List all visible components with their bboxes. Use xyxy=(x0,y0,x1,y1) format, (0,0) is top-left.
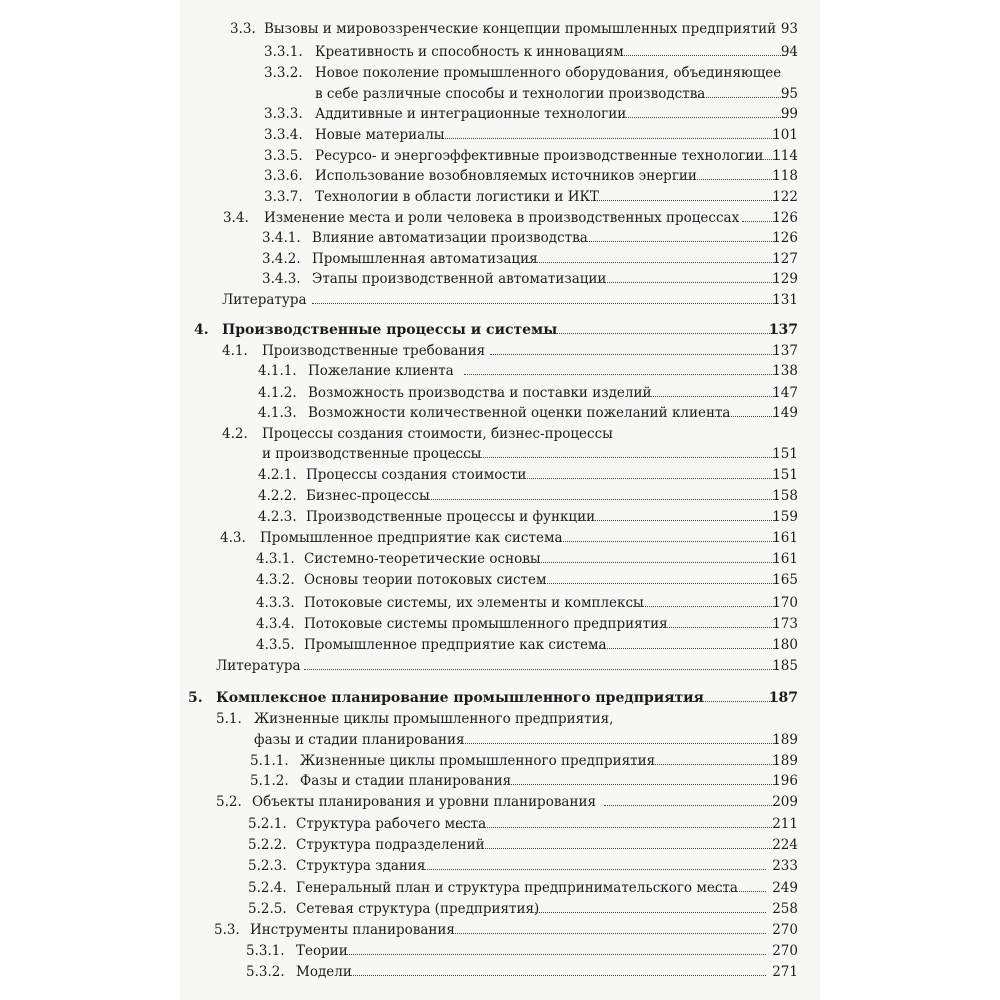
entry-page: 126 xyxy=(772,210,798,226)
entry-title: Промышленная автоматизация xyxy=(312,251,538,267)
toc-entry xyxy=(0,19,1000,43)
dot-leader xyxy=(642,396,778,397)
entry-number: 3.4.2. xyxy=(262,251,301,267)
entry-title: Бизнес-процессы xyxy=(306,488,430,504)
entry-number: 5.2. xyxy=(216,794,242,810)
entry-title: Теории xyxy=(296,943,348,959)
entry-number: 4.3.3. xyxy=(256,595,295,611)
entry-number: 3.3. xyxy=(230,21,256,37)
entry-number: 5.3. xyxy=(214,922,240,938)
dot-leader xyxy=(530,912,766,913)
entry-number: 4.3.2. xyxy=(256,572,295,588)
entry-number: 3.4.1. xyxy=(262,230,301,246)
entry-title: Потоковые системы, их элементы и комплексы xyxy=(304,595,644,611)
entry-title: Основы теории потоковых систем xyxy=(304,572,547,588)
entry-title: Производственные процессы и системы xyxy=(222,322,558,338)
entry-number: 3.4.3. xyxy=(262,271,301,287)
entry-number: 5.2.4. xyxy=(248,880,287,896)
toc-entry xyxy=(0,290,1000,314)
dot-leader xyxy=(628,764,778,765)
entry-page: 126 xyxy=(772,230,798,246)
dot-leader xyxy=(534,333,778,334)
entry-number: 5.1.1. xyxy=(250,753,289,769)
entry-number: 4.3.5. xyxy=(256,637,295,653)
entry-page: 189 xyxy=(772,753,798,769)
entry-page: 158 xyxy=(772,488,798,504)
entry-number: 5.2.3. xyxy=(248,858,287,874)
entry-number: 5.2.5. xyxy=(248,901,287,917)
entry-title: Литература xyxy=(216,658,301,674)
entry-title-continuation: в себе различные способы и технологии производства xyxy=(315,86,706,102)
entry-page: 114 xyxy=(772,148,798,164)
dot-leader xyxy=(575,241,778,242)
entry-number: 3.3.5. xyxy=(264,148,303,164)
entry-number: 4.1. xyxy=(222,343,248,359)
entry-title: Возможность производства и поставки изделий xyxy=(308,385,652,401)
entry-title: Изменение места и роли человека в производственных процессах xyxy=(264,210,740,226)
entry-title: Структура подразделений xyxy=(296,837,485,853)
entry-page: 95 xyxy=(780,86,798,102)
entry-number: 4.1.3. xyxy=(258,405,297,421)
dot-leader xyxy=(586,200,778,201)
entry-number: 4.3. xyxy=(220,530,246,546)
entry-title: Фазы и стадии планирования xyxy=(300,773,512,789)
entry-title: Производственные требования xyxy=(262,343,486,359)
entry-number: 4. xyxy=(194,322,209,338)
entry-title: Системно-теоретические основы xyxy=(304,551,541,567)
entry-page: 189 xyxy=(772,732,798,748)
entry-page: 137 xyxy=(768,322,798,338)
entry-page: 129 xyxy=(772,271,798,287)
entry-number: 3.3.1. xyxy=(264,44,303,60)
entry-page: 101 xyxy=(772,127,798,143)
entry-title: Вызовы и мировоззренческие концепции промышленных предприятий xyxy=(264,21,777,37)
entry-title: Новое поколение промышленного оборудования, объединяющее xyxy=(315,65,782,81)
entry-page: 118 xyxy=(772,168,798,184)
toc-entry xyxy=(0,570,1000,594)
dot-leader xyxy=(424,869,766,870)
entry-page: 249 xyxy=(772,880,798,896)
dot-leader xyxy=(424,499,778,500)
dot-leader xyxy=(652,627,778,628)
entry-title: Промышленное предприятие как система xyxy=(304,637,607,653)
entry-title-continuation: фазы и стадии планирования xyxy=(254,732,465,748)
dot-leader xyxy=(478,848,778,849)
dot-leader xyxy=(452,933,766,934)
entry-page: 187 xyxy=(768,690,798,706)
toc-entry xyxy=(0,856,1000,880)
dot-leader xyxy=(350,975,766,976)
dot-leader xyxy=(628,606,778,607)
entry-page: 185 xyxy=(772,658,798,674)
entry-page: 122 xyxy=(772,189,798,205)
entry-page: 149 xyxy=(772,405,798,421)
entry-page: 233 xyxy=(772,858,798,874)
entry-title: Новые материалы xyxy=(315,127,445,143)
entry-number: 5.3.1. xyxy=(246,943,285,959)
entry-page: 270 xyxy=(772,943,798,959)
entry-number: 5.2.2. xyxy=(248,837,287,853)
entry-page: 196 xyxy=(772,773,798,789)
entry-title: Пожелание клиента xyxy=(308,363,454,379)
entry-page: 93 xyxy=(780,21,798,37)
entry-page: 180 xyxy=(772,637,798,653)
entry-title: Возможности количественной оценки пожеланий клиента xyxy=(308,405,731,421)
entry-page: 258 xyxy=(772,901,798,917)
entry-number: 5.1.2. xyxy=(250,773,289,789)
dot-leader xyxy=(460,743,778,744)
entry-title: Модели xyxy=(296,964,352,980)
entry-page: 138 xyxy=(772,363,798,379)
dot-leader xyxy=(540,583,778,584)
dot-leader xyxy=(456,827,778,828)
entry-number: 4.2.2. xyxy=(258,488,297,504)
dot-leader xyxy=(614,117,787,118)
dot-leader xyxy=(710,416,778,417)
dot-leader xyxy=(614,55,787,56)
entry-title: Процессы создания стоимости, бизнес-процессы xyxy=(262,426,613,442)
dot-leader xyxy=(346,954,766,955)
toc-entry xyxy=(0,656,1000,680)
entry-title: Использование возобновляемых источников энергии xyxy=(315,168,697,184)
entry-title: Сетевая структура (предприятия) xyxy=(296,901,540,917)
dot-leader xyxy=(490,354,778,355)
entry-title: Креативность и способность к инновациям xyxy=(315,44,624,60)
entry-number: 3.3.6. xyxy=(264,168,303,184)
entry-page: 137 xyxy=(772,343,798,359)
dot-leader xyxy=(438,138,778,139)
dot-leader xyxy=(682,97,787,98)
dot-leader xyxy=(464,374,778,375)
dot-leader xyxy=(556,541,778,542)
entry-page: 159 xyxy=(772,509,798,525)
entry-page: 211 xyxy=(772,816,798,832)
entry-number: 3.3.3. xyxy=(264,106,303,122)
toc-entry xyxy=(0,962,1000,986)
dot-leader xyxy=(674,179,778,180)
dot-leader xyxy=(592,648,778,649)
entry-title: Комплексное планирование промышленного предприятия xyxy=(216,690,704,706)
entry-title: Технологии в области логистики и ИКТ xyxy=(315,189,599,205)
entry-page: 161 xyxy=(772,530,798,546)
entry-page: 131 xyxy=(772,292,798,308)
entry-title: Потоковые системы промышленного предприятия xyxy=(304,616,668,632)
entry-number: 4.2.1. xyxy=(258,467,297,483)
entry-page: 127 xyxy=(772,251,798,267)
dot-leader xyxy=(714,891,766,892)
entry-number: 3.3.4. xyxy=(264,127,303,143)
dot-leader xyxy=(604,805,778,806)
entry-page: 94 xyxy=(780,44,798,60)
entry-title: Инструменты планирования xyxy=(250,922,455,938)
entry-title: Генеральный план и структура предпринимательского места xyxy=(296,880,738,896)
entry-page: 151 xyxy=(772,446,798,462)
entry-title: Влияние автоматизации производства xyxy=(312,230,588,246)
entry-title: Процессы создания стоимости xyxy=(306,467,527,483)
dot-leader xyxy=(528,262,778,263)
dot-leader xyxy=(312,303,778,304)
dot-leader xyxy=(594,282,778,283)
dot-leader xyxy=(580,520,778,521)
toc-entry xyxy=(0,361,1000,385)
entry-title: Объекты планирования и уровни планирования xyxy=(252,794,596,810)
entry-page: 209 xyxy=(772,794,798,810)
entry-number: 3.3.2. xyxy=(264,65,303,81)
entry-number: 4.1.1. xyxy=(258,363,297,379)
entry-title: Аддитивные и интеграционные технологии xyxy=(315,106,627,122)
entry-number: 5.1. xyxy=(216,711,242,727)
entry-page: 224 xyxy=(772,837,798,853)
entry-title: Структура здания xyxy=(296,858,426,874)
entry-page: 271 xyxy=(772,964,798,980)
entry-title: Структура рабочего места xyxy=(296,816,487,832)
dot-leader xyxy=(522,562,778,563)
entry-page: 270 xyxy=(772,922,798,938)
entry-title: Жизненные циклы промышленного предприятия xyxy=(300,753,656,769)
entry-page: 165 xyxy=(772,572,798,588)
entry-number: 3.3.7. xyxy=(264,189,303,205)
entry-number: 5. xyxy=(188,690,203,706)
dot-leader xyxy=(504,784,778,785)
entry-title: Литература xyxy=(222,292,307,308)
entry-number: 5.3.2. xyxy=(246,964,285,980)
entry-page: 173 xyxy=(772,616,798,632)
entry-title: Ресурсо- и энергоэффективные производственные технологии xyxy=(315,148,764,164)
entry-title: Производственные процессы и функции xyxy=(306,509,596,525)
dot-leader xyxy=(516,478,778,479)
entry-number: 4.2.3. xyxy=(258,509,297,525)
dot-leader xyxy=(454,457,778,458)
entry-number: 5.2.1. xyxy=(248,816,287,832)
dot-leader xyxy=(674,701,778,702)
entry-page: 161 xyxy=(772,551,798,567)
entry-title-continuation: и производственные процессы xyxy=(262,446,482,462)
entry-page: 170 xyxy=(772,595,798,611)
entry-page: 99 xyxy=(780,106,798,122)
entry-number: 4.2. xyxy=(222,426,248,442)
entry-number: 4.1.2. xyxy=(258,385,297,401)
entry-page: 147 xyxy=(772,385,798,401)
toc-entry xyxy=(0,792,1000,816)
entry-title: Жизненные циклы промышленного предприятия, xyxy=(254,711,614,727)
entry-title: Этапы производственной автоматизации xyxy=(312,271,607,287)
entry-page: 151 xyxy=(772,467,798,483)
entry-number: 3.4. xyxy=(223,210,249,226)
entry-number: 4.3.4. xyxy=(256,616,295,632)
entry-number: 4.3.1. xyxy=(256,551,295,567)
dot-leader xyxy=(304,669,778,670)
entry-title: Промышленное предприятие как система xyxy=(260,530,563,546)
